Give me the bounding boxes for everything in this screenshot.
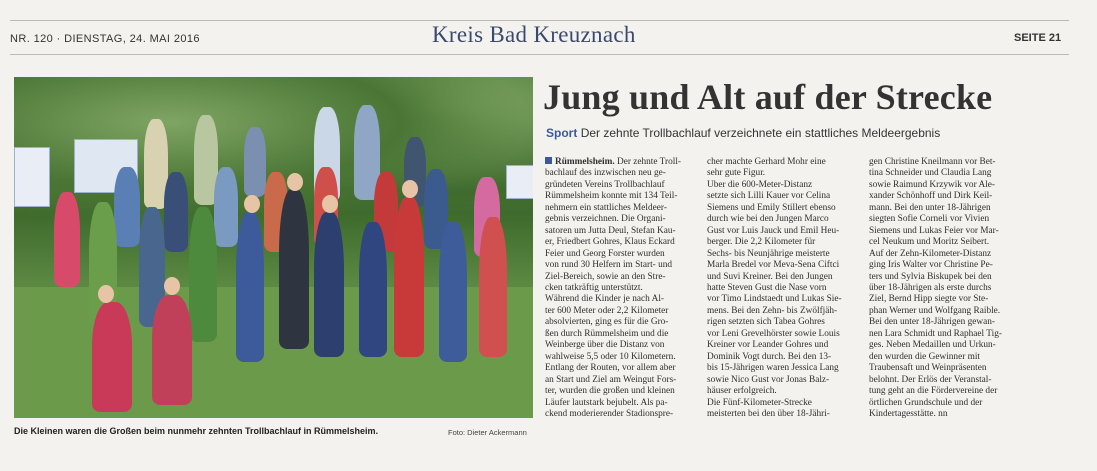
article-kicker: Sport: [546, 126, 578, 140]
photo-person: [236, 212, 264, 362]
photo-person: [189, 207, 217, 342]
article-text-line: [545, 226, 696, 237]
header-rule-top: [10, 20, 1069, 21]
photo-person: [214, 167, 238, 247]
article-line-text: ßen durch Rümmelsheim und die: [545, 328, 669, 339]
article-text-line: [869, 352, 1037, 363]
article-line-text: cken tatkräftig unterstützt.: [545, 282, 643, 293]
photo-person: [314, 212, 344, 357]
article-line-text: Traubensaft und Weinpräsenten: [869, 363, 987, 374]
article-text-line: [707, 214, 858, 225]
article-line-text: nehmern ein stattliches Meldeer-: [545, 202, 667, 213]
article-line-text: Marla Bredel vor Meva-Sena Ciftci: [707, 260, 840, 271]
article-line-text: gen Christine Kneilmann vor Bet-: [869, 157, 996, 167]
article-text-line: [545, 203, 696, 214]
article-line-text: ges. Neben Medaillen und Urkun-: [869, 340, 996, 351]
article-line-text: rigen setzten sich Tabea Gohres: [707, 317, 825, 328]
article-text-line: [707, 398, 858, 409]
article-text-line: [707, 294, 858, 305]
article-line-text: cher machte Gerhard Mohr eine: [707, 157, 826, 167]
article-line-text: vor Timo Lindstaedt und Lukas Sie-: [707, 294, 842, 305]
article-text-line: [869, 386, 1037, 397]
photo-person: [54, 192, 80, 287]
article-line-text: mann. Bei den unter 18-Jährigen: [869, 202, 991, 213]
article-text-line: [869, 157, 1037, 168]
article-text-line: [869, 214, 1037, 225]
article-text-line: [707, 168, 858, 179]
article-text-line: [545, 283, 696, 294]
article-line-text: cel Neukum und Moritz Seibert.: [869, 237, 990, 248]
article-line-text: an Start und Ziel am Weingut Fors-: [545, 374, 677, 385]
article-line-text: meisterten bei den über 18-Jähri-: [707, 408, 830, 419]
article-text-line: [545, 272, 696, 283]
article-line-text: bachlauf des inzwischen neu ge-: [545, 168, 666, 179]
article-line-text: tina Schneider und Claudia Lang: [869, 168, 992, 179]
article-text-line: [707, 340, 858, 351]
article-text-line: [869, 375, 1037, 386]
article-line-text: bis 15-Jährigen waren Jessica Lang: [707, 363, 839, 374]
article-text-line: [545, 398, 696, 409]
article-line-text: absolvierten, ging es für die Gro-: [545, 317, 669, 328]
article-text-line: [707, 191, 858, 202]
photo-banner-left: [14, 147, 50, 207]
article-line-text: von rund 30 Helfern im Start- und: [545, 260, 673, 271]
photo-person: [152, 295, 192, 405]
article-text-line: [545, 249, 696, 260]
article-text-line: [707, 375, 858, 386]
article-line-text: Ziel-Bereich, sowie an den Stre-: [545, 271, 666, 282]
article-text-line: [545, 237, 696, 248]
article-text-line: [545, 191, 696, 202]
article-text-line: [707, 203, 858, 214]
photo-person: [114, 167, 140, 247]
article-line-text: Dominik Vogt durch. Bei den 13-: [707, 351, 832, 362]
article-line-text: Feier und Georg Forster wurden: [545, 248, 665, 259]
article-text-line: [869, 191, 1037, 202]
article-line-text: berger. Die 2,2 Kilometer für: [707, 237, 816, 248]
article-text-line: [707, 283, 858, 294]
article-line-text: ter 600 Meter oder 2,2 Kilometer: [545, 305, 669, 316]
article-line-text: durch wie bei den Jungen Marco: [707, 214, 829, 225]
header-rule-bottom: [10, 54, 1069, 55]
article-line-text: Kreiner vor Leander Gohres und: [707, 340, 829, 351]
article-text-line: [545, 340, 696, 351]
page-number: SEITE 21: [1014, 32, 1062, 44]
photo-person: [479, 217, 507, 357]
article-text-line: [545, 260, 696, 271]
article-text-line: [545, 306, 696, 317]
article-photo: [14, 77, 533, 418]
article-text-line: [545, 214, 696, 225]
article-column-1: [545, 157, 696, 420]
article-text-line: [545, 352, 696, 363]
photo-person: [244, 127, 266, 197]
issue-date: NR. 120 · DIENSTAG, 24. MAI 2016: [10, 33, 200, 45]
article-line-text: mens. Bei den Zehn- bis Zwölfjäh-: [707, 305, 838, 316]
article-text-line: [869, 294, 1037, 305]
article-subhead: [546, 126, 940, 140]
article-text-line: [707, 363, 858, 374]
article-text-line: [707, 272, 858, 283]
article-text-line: [869, 203, 1037, 214]
photo-face: [402, 180, 418, 198]
article-line-text: gebnis verzeichnen. Die Organi-: [545, 214, 666, 225]
article-line-text: ter, wurden die großen und kleinen: [545, 386, 675, 397]
photo-person: [394, 197, 424, 357]
article-line-text: Die Fünf-Kilometer-Strecke: [707, 397, 812, 408]
article-line-text: sowie Nico Gust vor Jonas Balz-: [707, 374, 830, 385]
article-line-text: Bei den unter 18-Jährigen gewan-: [869, 317, 995, 328]
article-text-line: [869, 317, 1037, 328]
article-line-text: setzte sich Lilli Kauer vor Celina: [707, 191, 831, 202]
article-text-line: [545, 386, 696, 397]
photo-face: [98, 285, 114, 303]
article-marker-icon: [545, 157, 552, 164]
article-text-line: [869, 283, 1037, 294]
article-line-text: Über die 600-Meter-Distanz: [707, 179, 813, 190]
photo-caption: Die Kleinen waren die Großen beim nunmehr zehnten Trollbachlauf in Rümmelsheim.: [14, 426, 379, 436]
article-line-text: Weinberge über die Distanz von: [545, 340, 665, 351]
article-line-text: Siemens und Emily Stillert ebenso: [707, 202, 836, 213]
article-text-line: [707, 306, 858, 317]
article-text-line: [707, 386, 858, 397]
article-line-text: vor Leni Grevelhörster sowie Louis: [707, 328, 840, 339]
article-line-text: Entlang der Routen, vor allem aber: [545, 363, 676, 374]
article-line-text: gründeten Vereins Trollbachlauf: [545, 179, 665, 190]
article-line-text: den wurden die Gewinner mit: [869, 351, 981, 362]
article-text-line: [707, 352, 858, 363]
article-text-line: [869, 340, 1037, 351]
article-text-line: [545, 168, 696, 179]
article-text-line: [707, 260, 858, 271]
article-line-text: Sechs- bis Neunjährige meisterte: [707, 248, 830, 259]
article-headline: Jung und Alt auf der Strecke: [543, 77, 993, 117]
section-title: Kreis Bad Kreuznach: [432, 22, 636, 47]
article-text-line: [707, 226, 858, 237]
article-line-text: tung geht an die Fördervereine der: [869, 386, 998, 397]
photo-person: [92, 302, 132, 412]
article-line-text: hatte Steven Gust die Nase vorn: [707, 282, 827, 293]
article-dateline: Rümmelsheim.: [555, 157, 617, 167]
article-subhead-text: Der zehnte Trollbachlauf verzeichnete ein stattliches Meldeergebnis: [580, 126, 941, 140]
article-text-line: [869, 180, 1037, 191]
article-line-text: belohnt. Der Erlös der Veranstal-: [869, 374, 992, 385]
photo-person: [359, 222, 387, 357]
photo-face: [322, 195, 338, 213]
article-line-text: siegten Sofie Corneli vor Vivien: [869, 214, 990, 225]
article-text-line: [707, 409, 858, 420]
article-line-text: Rümmelsheim konnte mit 134 Teil-: [545, 191, 678, 202]
article-line-text: Während die Kinder je nach Al-: [545, 294, 665, 305]
article-text-line: [545, 180, 696, 191]
article-line-text: über 18-Jährigen als erste durchs: [869, 282, 992, 293]
photo-person: [279, 189, 309, 349]
article-text-line: [545, 363, 696, 374]
article-text-line: [869, 306, 1037, 317]
article-text-line: [869, 237, 1037, 248]
article-line-text: häuser erfolgreich.: [707, 386, 777, 397]
article-text-line: [707, 237, 858, 248]
article-text-line: [869, 398, 1037, 409]
article-text-line: [545, 294, 696, 305]
article-line-text: örtlichen Grundschule und der: [869, 397, 983, 408]
photo-person: [439, 222, 467, 362]
article-text-line: [707, 157, 858, 168]
article-line-text: ging Iris Walter vor Christine Pe-: [869, 260, 993, 271]
article-line-text: xander Schönhoff und Dirk Keil-: [869, 191, 993, 202]
article-text-line: [869, 260, 1037, 271]
article-text-line: [869, 226, 1037, 237]
article-line-text: wahlweise 5,5 oder 10 Kilometern.: [545, 351, 676, 362]
article-text-line: [869, 272, 1037, 283]
article-line-text: nen Lara Schmidt und Raphael Tig-: [869, 328, 1002, 339]
article-line-text: satoren um Jutta Deul, Stefan Kau-: [545, 225, 676, 236]
article-text-line: [869, 363, 1037, 374]
photo-face: [244, 195, 260, 213]
article-text-line: [707, 317, 858, 328]
article-line-text: Der zehnte Troll-: [616, 157, 682, 167]
article-column-2: [707, 157, 858, 420]
article-line-text: Siemens und Lukas Feier vor Mar-: [869, 225, 999, 236]
photo-face: [287, 173, 303, 191]
article-column-3: [869, 157, 1037, 420]
article-line-text: Auf der Zehn-Kilometer-Distanz: [869, 248, 992, 259]
photo-face: [164, 277, 180, 295]
article-text-line: [545, 329, 696, 340]
article-line-text: Gust vor Luis Jauck und Emil Heu-: [707, 225, 840, 236]
article-text-line: [707, 329, 858, 340]
article-text-line: [545, 375, 696, 386]
article-line-text: sowie Raimund Krzywik vor Ale-: [869, 179, 996, 190]
article-line-text: ters und Sylvia Biskupek bei den: [869, 271, 992, 282]
article-line-text: sehr gute Figur.: [707, 168, 766, 179]
article-text-line: [545, 409, 696, 420]
article-text-line: [545, 157, 696, 168]
article-line-text: Läufer lautstark bejubelt. Als pa-: [545, 397, 668, 408]
article-line-text: phan Werner und Wolfgang Raible.: [869, 305, 1001, 316]
article-text-line: [869, 409, 1037, 420]
article-line-text: und Suvi Kreiner. Bei den Jungen: [707, 271, 833, 282]
article-line-text: Ziel, Bernd Hipp siegte vor Ste-: [869, 294, 989, 305]
article-line-text: Kindertagesstätte. nn: [869, 408, 948, 419]
photo-credit: Foto: Dieter Ackermann: [448, 428, 527, 437]
article-text-line: [869, 168, 1037, 179]
article-line-text: ckend moderierender Stadionspre-: [545, 408, 674, 419]
article-line-text: er, Friedbert Gohres, Klaus Eckard: [545, 237, 675, 248]
article-text-line: [869, 329, 1037, 340]
article-text-line: [869, 249, 1037, 260]
article-text-line: [707, 249, 858, 260]
article-text-line: [545, 317, 696, 328]
photo-person: [164, 172, 188, 252]
article-text-line: [707, 180, 858, 191]
photo-banner-right: [506, 165, 533, 199]
